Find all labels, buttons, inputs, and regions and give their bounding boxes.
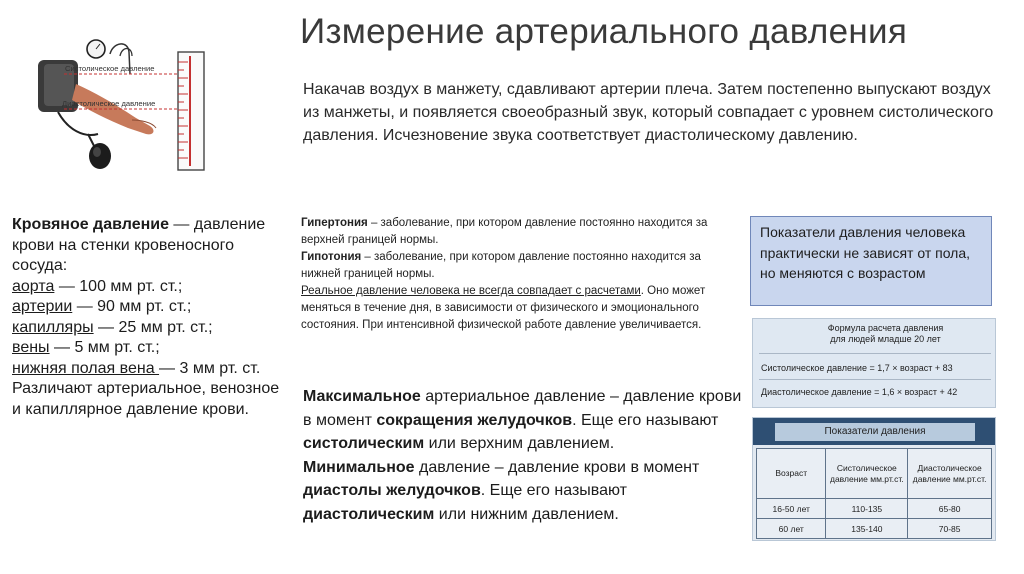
systolic-label: Систолическое давление (65, 64, 155, 73)
hypotension-text: – заболевание, при котором давление постоянно находится за нижней границей нормы. (301, 251, 701, 280)
table-cell: 135-140 (826, 519, 908, 539)
pressure-table-grid (756, 448, 992, 539)
table-header-row (757, 449, 992, 499)
hypertension-term: Гипертония (301, 217, 368, 229)
header-age: Возраст (757, 449, 826, 499)
vessel-name: аорта (12, 277, 55, 295)
systolic-formula: Систолическое давление = 1,7 × возраст + 83 (761, 363, 953, 373)
vessel-value: — 100 мм рт. ст.; (54, 277, 183, 295)
pressure-table (752, 417, 996, 541)
min-text-2: . Еще его называют (480, 482, 627, 499)
real-pressure-text: . Оно может меняться в течение дня, в зависимости от физического и эмоционального состояния. При интенсивной физической работе давление увеличивается. (301, 285, 706, 331)
hypertension-text: – заболевание, при котором давление постоянно находится за верхней границей нормы. (301, 217, 708, 246)
table-cell: 70-85 (908, 519, 992, 539)
max-term-3: систолическим (303, 435, 425, 452)
closing-text: Различают артериальное, венозное и капиллярное давление крови. (12, 380, 280, 418)
definition-text: — давление крови на стенки кровеносного сосуда: (12, 216, 266, 274)
hypertension-block (301, 215, 741, 334)
header-systolic: Систолическое давление мм.рт.ст. (826, 449, 908, 499)
max-term: Максимальное (303, 388, 421, 405)
vessel-value: — 25 мм рт. ст.; (93, 318, 213, 336)
vessel-name: артерии (12, 298, 73, 315)
vessel-name: вены (12, 339, 50, 356)
vessel-value: — 5 мм рт. ст.; (49, 339, 160, 356)
vessel-name: капилляры (12, 318, 94, 336)
divider (759, 353, 991, 354)
min-term: Минимальное (303, 458, 415, 476)
table-header-bar (753, 418, 996, 445)
header-diastolic: Диастолическое давление мм.рт.ст. (908, 449, 992, 499)
max-text: артериальное давление – давление крови в момент (303, 388, 742, 429)
max-text-3: или верхним давлением. (424, 435, 615, 452)
min-term-2: диастолы желудочков (303, 482, 481, 499)
formula-heading-line1: Формула расчета давления (827, 323, 944, 333)
real-pressure-underlined: Реальное давление человека не всегда совпадает с расчетами (301, 285, 641, 297)
table-cell: 60 лет (757, 519, 826, 539)
bulb-icon (89, 143, 111, 169)
max-min-pressure-block (303, 385, 743, 526)
table-row (757, 499, 992, 519)
min-text-3: или нижним давлением. (434, 505, 619, 523)
vessel-value: — 90 мм рт. ст.; (72, 298, 192, 315)
formula-block (752, 318, 996, 408)
hypotension-term: Гипотония (301, 251, 362, 263)
age-info-box: Показатели давления человека практически не зависят от пола, но меняются с возрастом (750, 216, 992, 306)
diastolic-formula: Диастолическое давление = 1,6 × возраст + 42 (761, 387, 958, 397)
max-text-2: . Еще его называют (572, 411, 719, 429)
formula-heading (798, 323, 973, 345)
intro-paragraph: Накачав воздух в манжету, сдавливают артерии плеча. Затем постепенно выпускают воздух из манжеты, и появляется своеобразный звук, который совпадает с уровнем систолического давления. Исчезновение звука соответствует диастолическому давлению. (303, 81, 994, 144)
table-title: Показатели давления (775, 423, 975, 441)
vessel-value: — 3 мм рт. ст. (159, 359, 261, 377)
table-cell: 65-80 (908, 499, 992, 519)
blood-pressure-definition (12, 215, 282, 420)
divider (759, 379, 991, 380)
min-term-3: диастолическим (303, 505, 435, 523)
page-title: Измерение артериального давления (300, 12, 908, 51)
diastolic-label: Диастолическое давление (62, 99, 156, 108)
table-row (757, 519, 992, 539)
definition-term: Кровяное давление (12, 216, 169, 233)
max-term-2: сокращения желудочков (376, 411, 573, 429)
table-cell: 16-50 лет (757, 499, 826, 519)
blood-pressure-illustration (28, 34, 220, 174)
formula-heading-line2: для людей младше 20 лет (830, 334, 941, 344)
min-text: давление – давление крови в момент (414, 458, 700, 476)
vessel-name: нижняя полая вена (12, 359, 160, 377)
table-cell: 110-135 (826, 499, 908, 519)
